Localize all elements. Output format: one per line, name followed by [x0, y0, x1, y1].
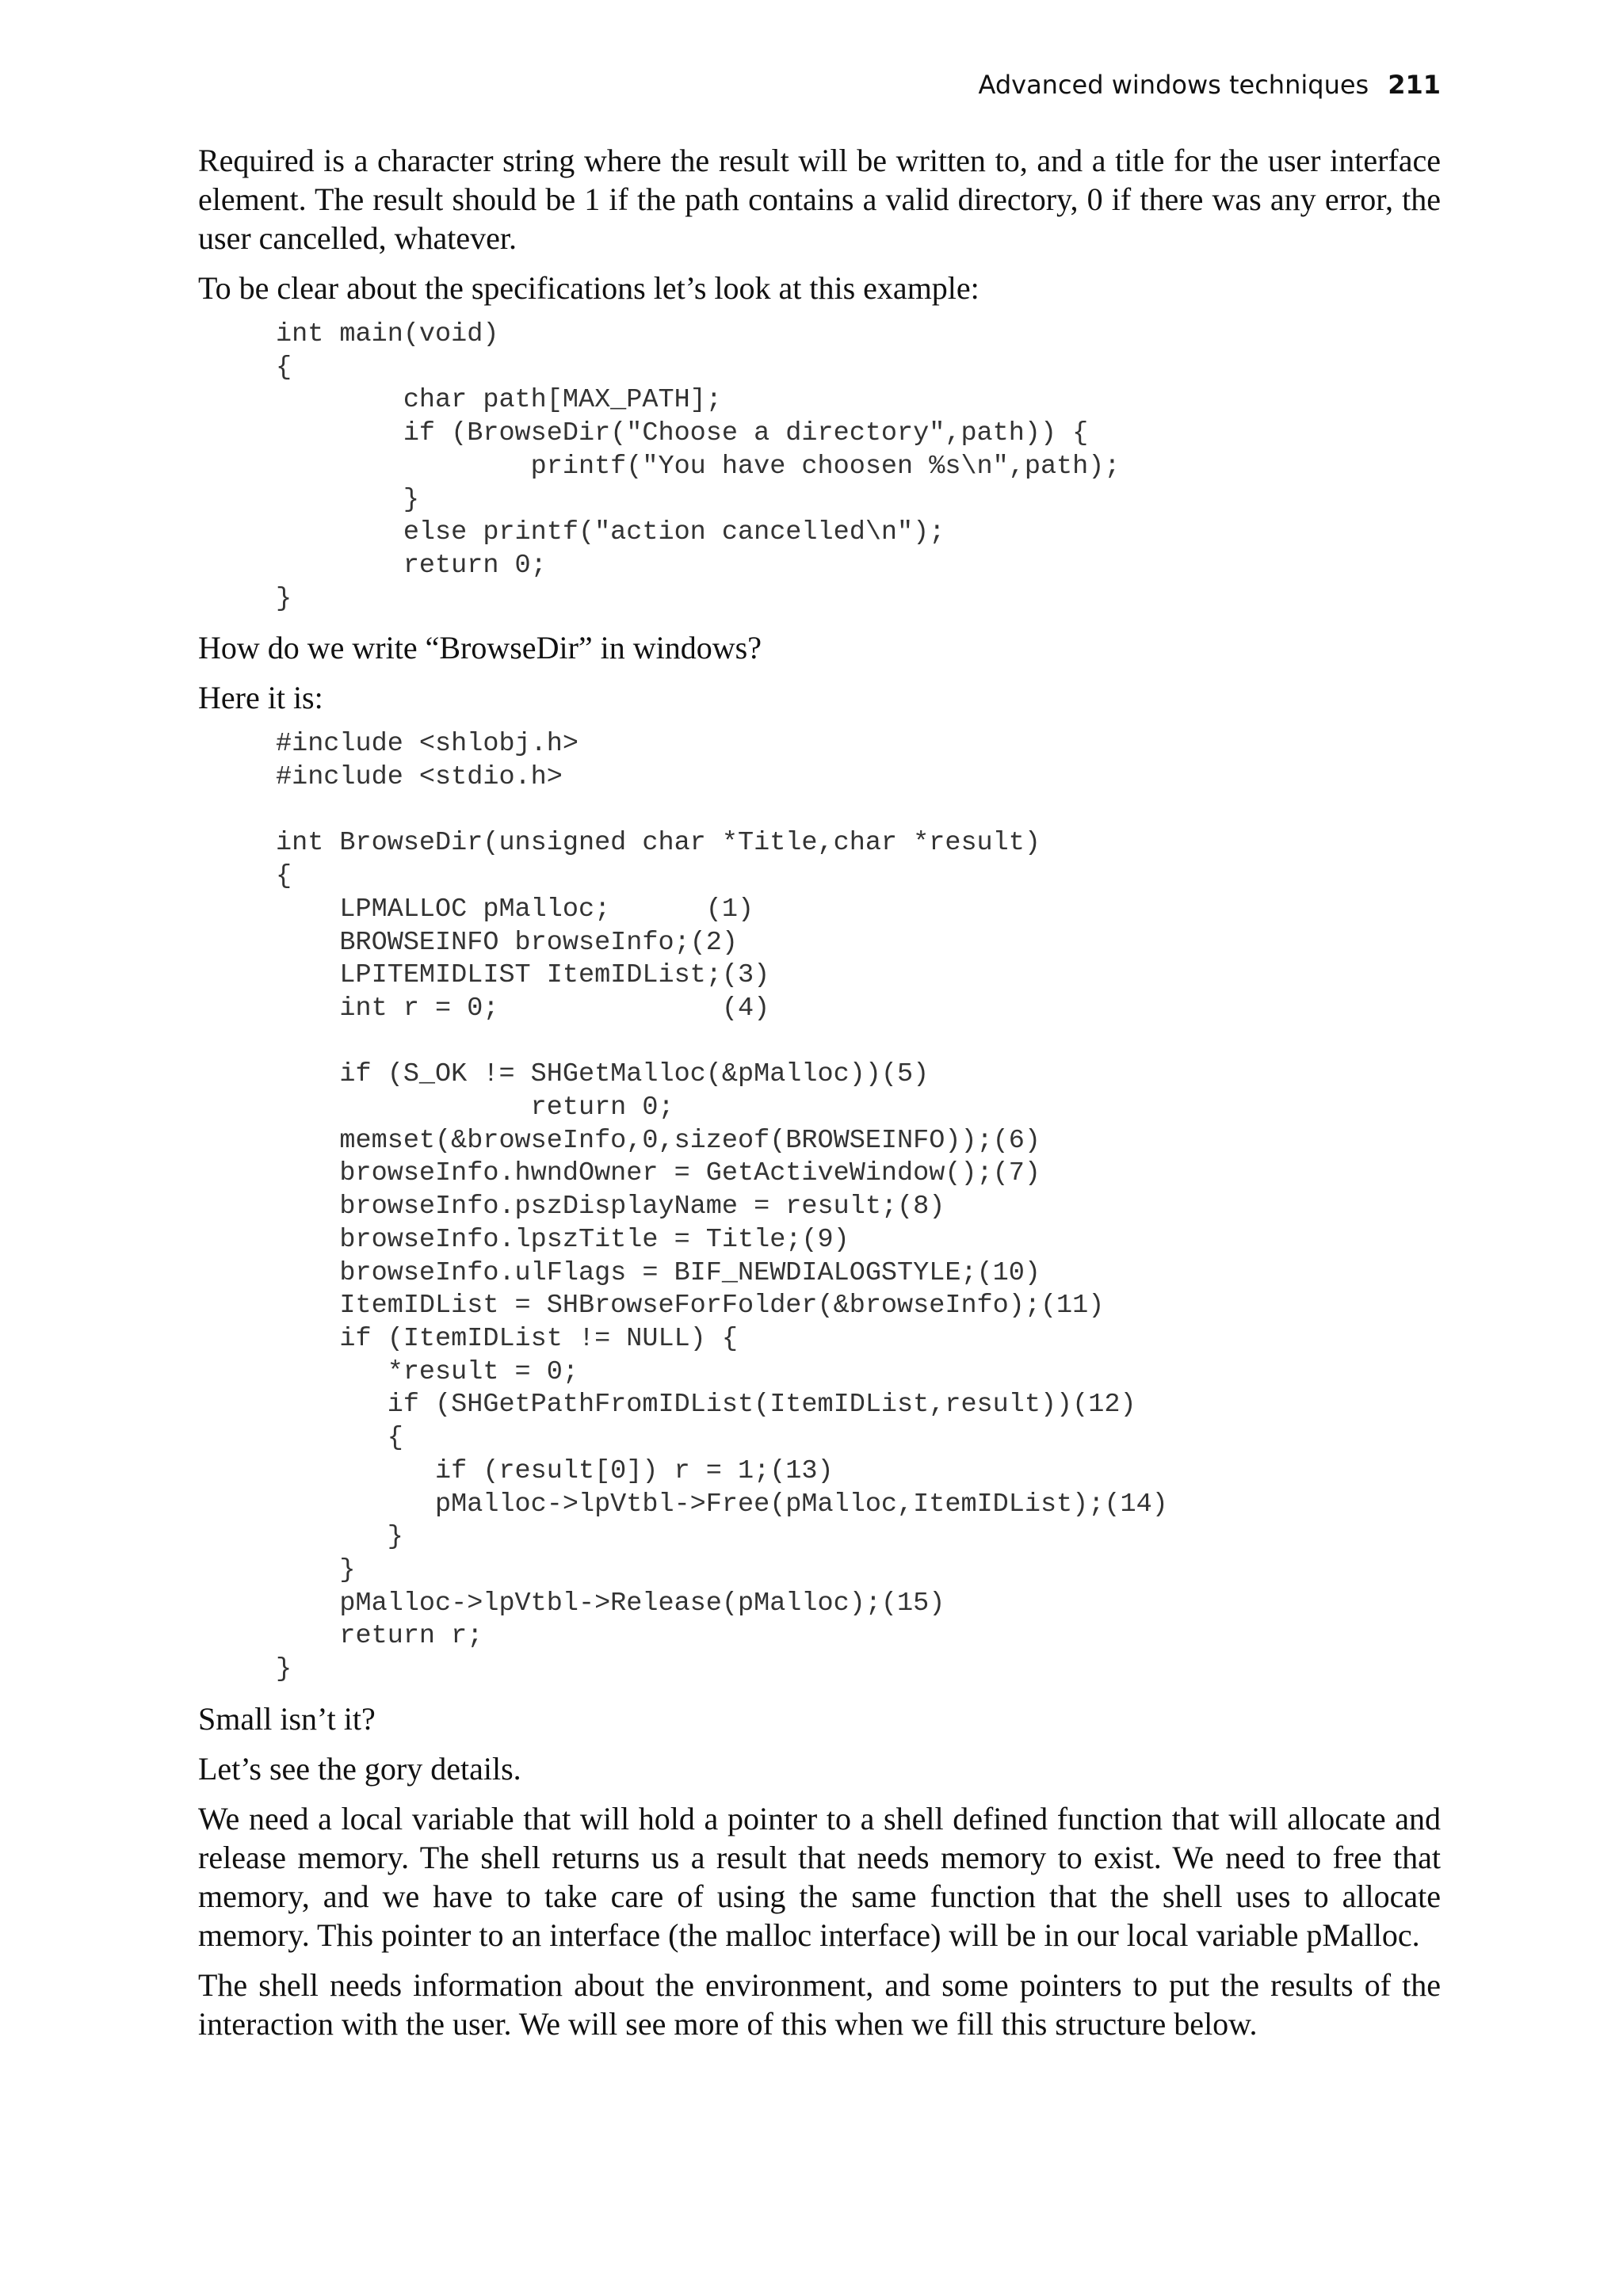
chapter-title: Advanced windows techniques	[978, 70, 1369, 100]
paragraph-result-spec: Required is a character string where the result will be written to, and a title for the user interface element. The result should be 1 if the path contains a valid directory, 0 if there was any error, the user cancelled, whatever.	[198, 143, 1441, 256]
paragraph-here-it-is: Here it is:	[198, 680, 323, 716]
paragraph-example-intro: To be clear about the specifications let’s look at this example:	[198, 270, 980, 306]
paragraph-gory-details: Let’s see the gory details.	[198, 1750, 521, 1787]
page-content	[198, 141, 1441, 2054]
paragraph-environment: The shell needs information about the environment, and some pointers to put the results of the interaction with the user. We will see more of this when we fill this structure below.	[198, 1966, 1441, 2042]
page-number: 211	[1388, 70, 1441, 100]
paragraph-question: How do we write “BrowseDir” in windows?	[198, 630, 762, 666]
code-block-browsedir: #include <shlobj.h> #include <stdio.h> int BrowseDir(unsigned char *Title,char *result) { LPMALLOC pMalloc; (1) BROWSEINFO browseInfo;(2) LPITEMIDLIST ItemIDList;(3) int r = 0; (4) if (S_OK != SHGetMalloc(&pMalloc))(5) return 0; memset(&browseInfo,0,sizeof(BROWSEINFO));(6) browseInfo.hwndOwner = GetActiveWindow();(7) browseInfo.pszDisplayName = result;(8) browseInfo.lpszTitle = Title;(9) browseInfo.ulFlags = BIF_NEWDIALOGSTYLE;(10) ItemIDList = SHBrowseForFolder(&browseInfo);(11) if (ItemIDList != NULL) { *result = 0; if (SHGetPathFromIDList(ItemIDList,result))(12) { if (result[0]) r = 1;(13) pMalloc->lpVtbl->Free(pMalloc,ItemIDList);(14) } } pMalloc->lpVtbl->Release(pMalloc);(15) return r; }	[276, 729, 1168, 1685]
running-head	[978, 70, 1441, 100]
paragraph-small: Small isn’t it?	[198, 1700, 376, 1737]
paragraph-malloc-explanation: We need a local variable that will hold a pointer to a shell defined function that will allocate and release memory. The shell returns us a result that needs memory to exist. We need to free that memory, and we have to take care of using the same function that the shell uses to allocate memory. This pointer to an interface (the malloc interface) will be in our local variable pMalloc.	[198, 1800, 1441, 1953]
code-block-main-example: int main(void) { char path[MAX_PATH]; if (BrowseDir("Choose a directory",path)) { printf("You have choosen %s\n",path); } else printf("action cancelled\n"); return 0; }	[276, 319, 1121, 614]
